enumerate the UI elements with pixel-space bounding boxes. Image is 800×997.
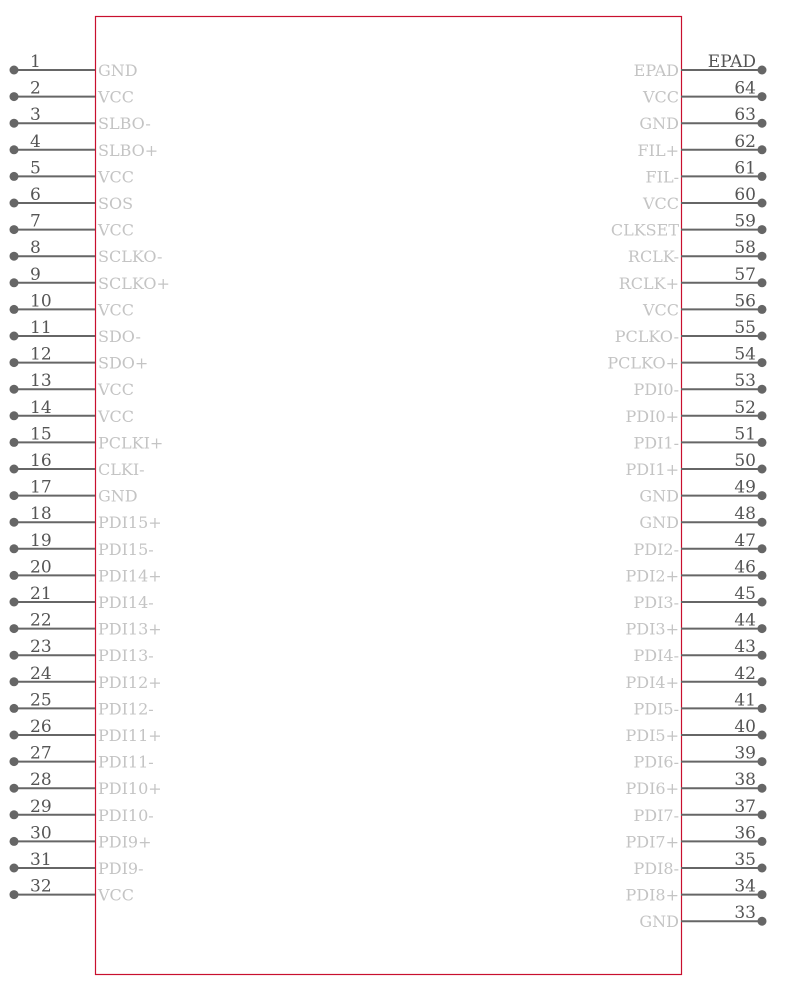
pin-53 xyxy=(634,371,767,399)
pin-number: 5 xyxy=(30,158,41,179)
pin-19 xyxy=(10,531,154,559)
pin-endpoint[interactable] xyxy=(10,518,19,527)
pin-endpoint[interactable] xyxy=(758,837,767,846)
pin-name: PCLKI+ xyxy=(98,433,164,453)
pin-37 xyxy=(634,797,767,825)
pin-endpoint[interactable] xyxy=(10,66,19,75)
pin-name: PDI1- xyxy=(633,433,679,453)
pin-name: PDI3- xyxy=(633,593,679,612)
pin-name: PDI2- xyxy=(633,539,679,559)
pin-number: 8 xyxy=(30,238,41,259)
pin-26 xyxy=(10,717,162,745)
pin-40 xyxy=(626,717,767,745)
pin-endpoint[interactable] xyxy=(10,704,19,713)
pin-name: PDI8+ xyxy=(625,885,679,905)
pin-number: 27 xyxy=(30,743,52,764)
pin-56 xyxy=(642,291,767,319)
pin-name: PDI4+ xyxy=(625,672,679,692)
pin-number: 58 xyxy=(734,238,756,259)
pin-60 xyxy=(642,185,767,213)
pin-name: PDI14+ xyxy=(98,566,162,586)
pin-endpoint[interactable] xyxy=(10,438,19,447)
pin-name: PDI2+ xyxy=(625,566,679,586)
pin-name: SDO+ xyxy=(98,353,149,373)
pin-name: EPAD xyxy=(633,61,679,80)
pin-name: PDI0- xyxy=(633,380,679,400)
pin-endpoint[interactable] xyxy=(10,784,19,793)
pin-number: 62 xyxy=(734,131,756,152)
pin-name: FIL+ xyxy=(637,140,679,160)
pin-29 xyxy=(10,797,154,825)
pin-15 xyxy=(10,424,164,452)
pin-number: 37 xyxy=(734,796,756,817)
pin-number: 11 xyxy=(30,318,52,338)
pin-name: GND xyxy=(98,486,138,506)
pin-endpoint[interactable] xyxy=(758,598,767,607)
pin-endpoint[interactable] xyxy=(10,677,19,686)
pin-46 xyxy=(626,557,767,585)
pin-22 xyxy=(10,611,162,639)
pin-name: SLBO- xyxy=(98,114,151,134)
pin-name: PDI8- xyxy=(633,859,679,878)
pin-12 xyxy=(10,345,149,373)
pin-45 xyxy=(634,584,767,612)
pin-24 xyxy=(10,664,162,692)
pin-name: SCLKO+ xyxy=(98,273,170,293)
pin-endpoint[interactable] xyxy=(10,225,19,234)
pin-36 xyxy=(626,823,767,851)
pin-11 xyxy=(10,318,141,346)
pin-endpoint[interactable] xyxy=(758,544,767,553)
pin-57 xyxy=(619,265,767,293)
pin-number: 45 xyxy=(734,584,756,604)
pin-number: 20 xyxy=(30,557,52,578)
pin-endpoint[interactable] xyxy=(758,491,767,500)
pin-number: 6 xyxy=(30,185,41,205)
pin-endpoint[interactable] xyxy=(10,305,19,314)
pin-endpoint[interactable] xyxy=(758,571,767,580)
pin-endpoint[interactable] xyxy=(758,917,767,926)
pin-name: VCC xyxy=(98,380,135,400)
pin-16 xyxy=(10,451,145,479)
pin-number: 22 xyxy=(30,610,52,631)
pin-number: 2 xyxy=(30,78,41,99)
pin-endpoint[interactable] xyxy=(758,225,767,234)
pin-number: 13 xyxy=(30,371,52,392)
pin-43 xyxy=(634,637,767,665)
pin-endpoint[interactable] xyxy=(10,651,19,660)
pin-endpoint[interactable] xyxy=(10,252,19,261)
pin-endpoint[interactable] xyxy=(10,172,19,181)
pin-number: 19 xyxy=(30,530,52,551)
pin-49 xyxy=(639,478,766,506)
pin-number: 16 xyxy=(30,451,52,471)
pin-35 xyxy=(634,850,767,878)
pin-number: 51 xyxy=(734,424,756,445)
pin-endpoint[interactable] xyxy=(10,465,19,474)
pin-endpoint[interactable] xyxy=(758,890,767,899)
pin-endpoint[interactable] xyxy=(758,278,767,287)
pin-30 xyxy=(10,823,152,851)
pin-25 xyxy=(10,690,154,718)
pin-number: 44 xyxy=(734,610,756,631)
pin-64 xyxy=(642,79,767,107)
pin-number: 14 xyxy=(30,397,52,418)
pin-name: PDI5+ xyxy=(625,726,679,745)
pin-name: VCC xyxy=(98,406,135,426)
pin-number: 4 xyxy=(30,131,41,152)
pin-3 xyxy=(10,105,151,133)
left-pin-group xyxy=(10,52,170,905)
pin-number: 12 xyxy=(30,344,52,365)
pin-58 xyxy=(628,238,767,266)
pin-endpoint[interactable] xyxy=(758,385,767,394)
pin-number: EPAD xyxy=(707,52,756,72)
pin-name: GND xyxy=(639,486,679,506)
pin-number: 9 xyxy=(30,264,41,285)
pin-endpoint[interactable] xyxy=(10,278,19,287)
pin-42 xyxy=(626,664,767,692)
pin-name: PDI12+ xyxy=(98,672,162,692)
pin-name: PDI6- xyxy=(633,752,679,772)
pin-name: PDI4- xyxy=(633,646,679,666)
pin-name: PDI15+ xyxy=(98,513,162,533)
pin-number: 34 xyxy=(734,876,756,897)
pin-endpoint[interactable] xyxy=(10,385,19,394)
pin-endpoint[interactable] xyxy=(758,145,767,154)
pin-27 xyxy=(10,744,154,772)
pin-6 xyxy=(10,185,134,213)
pin-number: 25 xyxy=(30,690,52,711)
pin-number: 52 xyxy=(734,397,756,418)
pin-5 xyxy=(10,158,135,186)
pin-63 xyxy=(639,105,766,133)
pin-name: SLBO+ xyxy=(98,140,159,160)
pin-number: 31 xyxy=(30,850,52,870)
pin-endpoint[interactable] xyxy=(10,544,19,553)
pin-1 xyxy=(10,52,138,80)
pin-endpoint[interactable] xyxy=(10,571,19,580)
pin-name: SDO- xyxy=(98,327,141,346)
pin-endpoint[interactable] xyxy=(758,305,767,314)
pin-number: 23 xyxy=(30,637,52,658)
pin-38 xyxy=(626,770,767,798)
pin-number: 63 xyxy=(734,105,756,126)
pin-name: FIL- xyxy=(645,167,679,187)
pin-62 xyxy=(638,132,767,160)
pin-EPAD xyxy=(634,52,767,80)
pin-name: PDI12- xyxy=(98,699,154,719)
pin-number: 47 xyxy=(734,530,756,551)
pin-number: 35 xyxy=(734,850,756,870)
pin-endpoint[interactable] xyxy=(10,731,19,740)
pin-61 xyxy=(646,158,767,186)
pin-endpoint[interactable] xyxy=(10,624,19,633)
pin-number: 53 xyxy=(734,371,756,392)
pin-28 xyxy=(10,770,162,798)
pin-endpoint[interactable] xyxy=(758,332,767,341)
pin-name: VCC xyxy=(98,220,135,240)
pin-name: RCLK- xyxy=(627,247,679,267)
pin-9 xyxy=(10,265,170,293)
pin-name: CLKSET xyxy=(610,220,679,240)
pin-number: 26 xyxy=(30,717,52,737)
pin-7 xyxy=(10,212,135,240)
pin-endpoint[interactable] xyxy=(758,438,767,447)
pin-23 xyxy=(10,637,154,665)
pin-name: VCC xyxy=(642,194,679,213)
pin-name: VCC xyxy=(98,87,135,107)
pin-44 xyxy=(626,611,767,639)
pin-8 xyxy=(10,238,163,266)
pin-name: PDI10+ xyxy=(98,779,162,799)
pin-number: 10 xyxy=(30,291,52,312)
pin-name: PDI0+ xyxy=(625,406,679,426)
pin-endpoint[interactable] xyxy=(758,199,767,208)
pin-18 xyxy=(10,504,162,532)
pin-endpoint[interactable] xyxy=(10,411,19,420)
pin-number: 39 xyxy=(734,743,756,764)
pin-10 xyxy=(10,291,135,319)
pin-number: 54 xyxy=(734,344,756,365)
pin-number: 15 xyxy=(30,424,52,445)
pin-endpoint[interactable] xyxy=(758,119,767,128)
pin-name: GND xyxy=(639,912,679,932)
pin-name: PDI1+ xyxy=(625,460,679,479)
pin-endpoint[interactable] xyxy=(10,199,19,208)
pin-number: 49 xyxy=(734,477,756,498)
pin-name: PDI13- xyxy=(98,646,154,666)
pin-endpoint[interactable] xyxy=(758,411,767,420)
pin-59 xyxy=(611,212,767,240)
pin-number: 28 xyxy=(30,770,52,791)
pin-endpoint[interactable] xyxy=(10,864,19,873)
pin-endpoint[interactable] xyxy=(758,518,767,527)
pin-number: 7 xyxy=(30,211,41,232)
pin-endpoint[interactable] xyxy=(10,757,19,766)
pin-endpoint[interactable] xyxy=(758,172,767,181)
pin-name: PDI13+ xyxy=(98,619,162,639)
pin-number: 24 xyxy=(30,663,52,684)
pin-endpoint[interactable] xyxy=(758,677,767,686)
pin-name: PDI15- xyxy=(98,539,154,559)
pin-number: 1 xyxy=(30,52,41,72)
pin-name: PCLKO+ xyxy=(607,353,679,373)
pin-name: SOS xyxy=(98,194,134,213)
pin-17 xyxy=(10,478,138,506)
pin-name: SCLKO- xyxy=(98,247,163,267)
pin-34 xyxy=(626,877,767,905)
pin-endpoint[interactable] xyxy=(758,92,767,101)
pin-52 xyxy=(626,398,767,426)
pin-number: 64 xyxy=(734,78,756,99)
pin-48 xyxy=(639,504,766,532)
pin-endpoint[interactable] xyxy=(10,358,19,367)
pin-endpoint[interactable] xyxy=(10,491,19,500)
pin-21 xyxy=(10,584,154,612)
pin-endpoint[interactable] xyxy=(758,66,767,75)
pin-name: PDI14- xyxy=(98,593,154,612)
pin-number: 56 xyxy=(734,291,756,312)
pin-endpoint[interactable] xyxy=(758,757,767,766)
pin-51 xyxy=(634,424,767,452)
pin-number: 3 xyxy=(30,105,41,126)
pin-name: GND xyxy=(639,114,679,134)
pin-name: RCLK+ xyxy=(618,273,679,293)
pin-name: PDI9+ xyxy=(98,832,152,852)
pin-33 xyxy=(639,903,766,931)
pin-endpoint[interactable] xyxy=(10,92,19,101)
pin-endpoint[interactable] xyxy=(10,119,19,128)
pin-number: 60 xyxy=(734,185,756,205)
pin-name: PDI3+ xyxy=(625,619,679,639)
pin-endpoint[interactable] xyxy=(758,704,767,713)
pin-name: PDI10- xyxy=(98,805,154,825)
pin-41 xyxy=(634,690,767,718)
ic-body-outline xyxy=(96,17,682,975)
right-pin-group xyxy=(607,52,766,931)
pin-20 xyxy=(10,557,162,585)
pin-13 xyxy=(10,371,135,399)
pin-name: GND xyxy=(639,513,679,533)
pin-number: 48 xyxy=(734,504,756,525)
pin-name: PDI6+ xyxy=(625,779,679,799)
pin-name: VCC xyxy=(642,87,679,107)
pin-4 xyxy=(10,132,159,160)
pin-number: 55 xyxy=(734,318,756,338)
pin-number: 43 xyxy=(734,637,756,658)
pin-number: 61 xyxy=(734,158,756,179)
pin-47 xyxy=(634,531,767,559)
pin-number: 17 xyxy=(30,477,52,498)
pin-number: 50 xyxy=(734,451,756,471)
pin-endpoint[interactable] xyxy=(10,332,19,341)
pin-endpoint[interactable] xyxy=(10,810,19,819)
pin-number: 42 xyxy=(734,663,756,684)
pin-name: PDI11+ xyxy=(98,726,162,745)
pin-number: 29 xyxy=(30,796,52,817)
pin-number: 41 xyxy=(734,690,756,711)
pin-name: PDI7- xyxy=(633,805,679,825)
pin-number: 57 xyxy=(734,264,756,285)
pin-number: 30 xyxy=(30,823,52,844)
pin-number: 33 xyxy=(734,903,756,924)
pin-endpoint[interactable] xyxy=(758,864,767,873)
pin-endpoint[interactable] xyxy=(10,890,19,899)
pin-endpoint[interactable] xyxy=(10,837,19,846)
pin-endpoint[interactable] xyxy=(758,624,767,633)
pin-name: GND xyxy=(98,61,138,80)
pin-number: 40 xyxy=(734,717,756,737)
pin-name: VCC xyxy=(98,167,135,187)
pin-32 xyxy=(10,877,135,905)
pin-number: 18 xyxy=(30,504,52,525)
pin-endpoint[interactable] xyxy=(10,598,19,607)
pin-name: VCC xyxy=(98,885,135,905)
pin-14 xyxy=(10,398,135,426)
pin-number: 32 xyxy=(30,876,52,897)
pin-endpoint[interactable] xyxy=(10,145,19,154)
pin-31 xyxy=(10,850,144,878)
pin-endpoint[interactable] xyxy=(758,651,767,660)
pin-54 xyxy=(607,345,766,373)
pin-39 xyxy=(634,744,767,772)
pin-number: 59 xyxy=(734,211,756,232)
pin-endpoint[interactable] xyxy=(758,731,767,740)
pin-name: VCC xyxy=(98,300,135,320)
pin-endpoint[interactable] xyxy=(758,784,767,793)
pin-2 xyxy=(10,79,135,107)
pin-number: 36 xyxy=(734,823,756,844)
pin-name: VCC xyxy=(642,300,679,320)
pin-55 xyxy=(615,318,767,346)
pin-50 xyxy=(626,451,767,479)
pin-endpoint[interactable] xyxy=(758,465,767,474)
pin-endpoint[interactable] xyxy=(758,252,767,261)
pin-endpoint[interactable] xyxy=(758,358,767,367)
pin-number: 46 xyxy=(734,557,756,578)
pin-number: 38 xyxy=(734,770,756,791)
pin-endpoint[interactable] xyxy=(758,810,767,819)
pin-name: PDI9- xyxy=(98,859,144,878)
pin-name: PDI5- xyxy=(633,699,679,719)
pin-name: PCLKO- xyxy=(614,327,679,346)
pin-name: CLKI- xyxy=(98,460,145,479)
pin-name: PDI7+ xyxy=(625,832,679,852)
pin-name: PDI11- xyxy=(98,752,154,772)
pin-number: 21 xyxy=(30,584,52,604)
